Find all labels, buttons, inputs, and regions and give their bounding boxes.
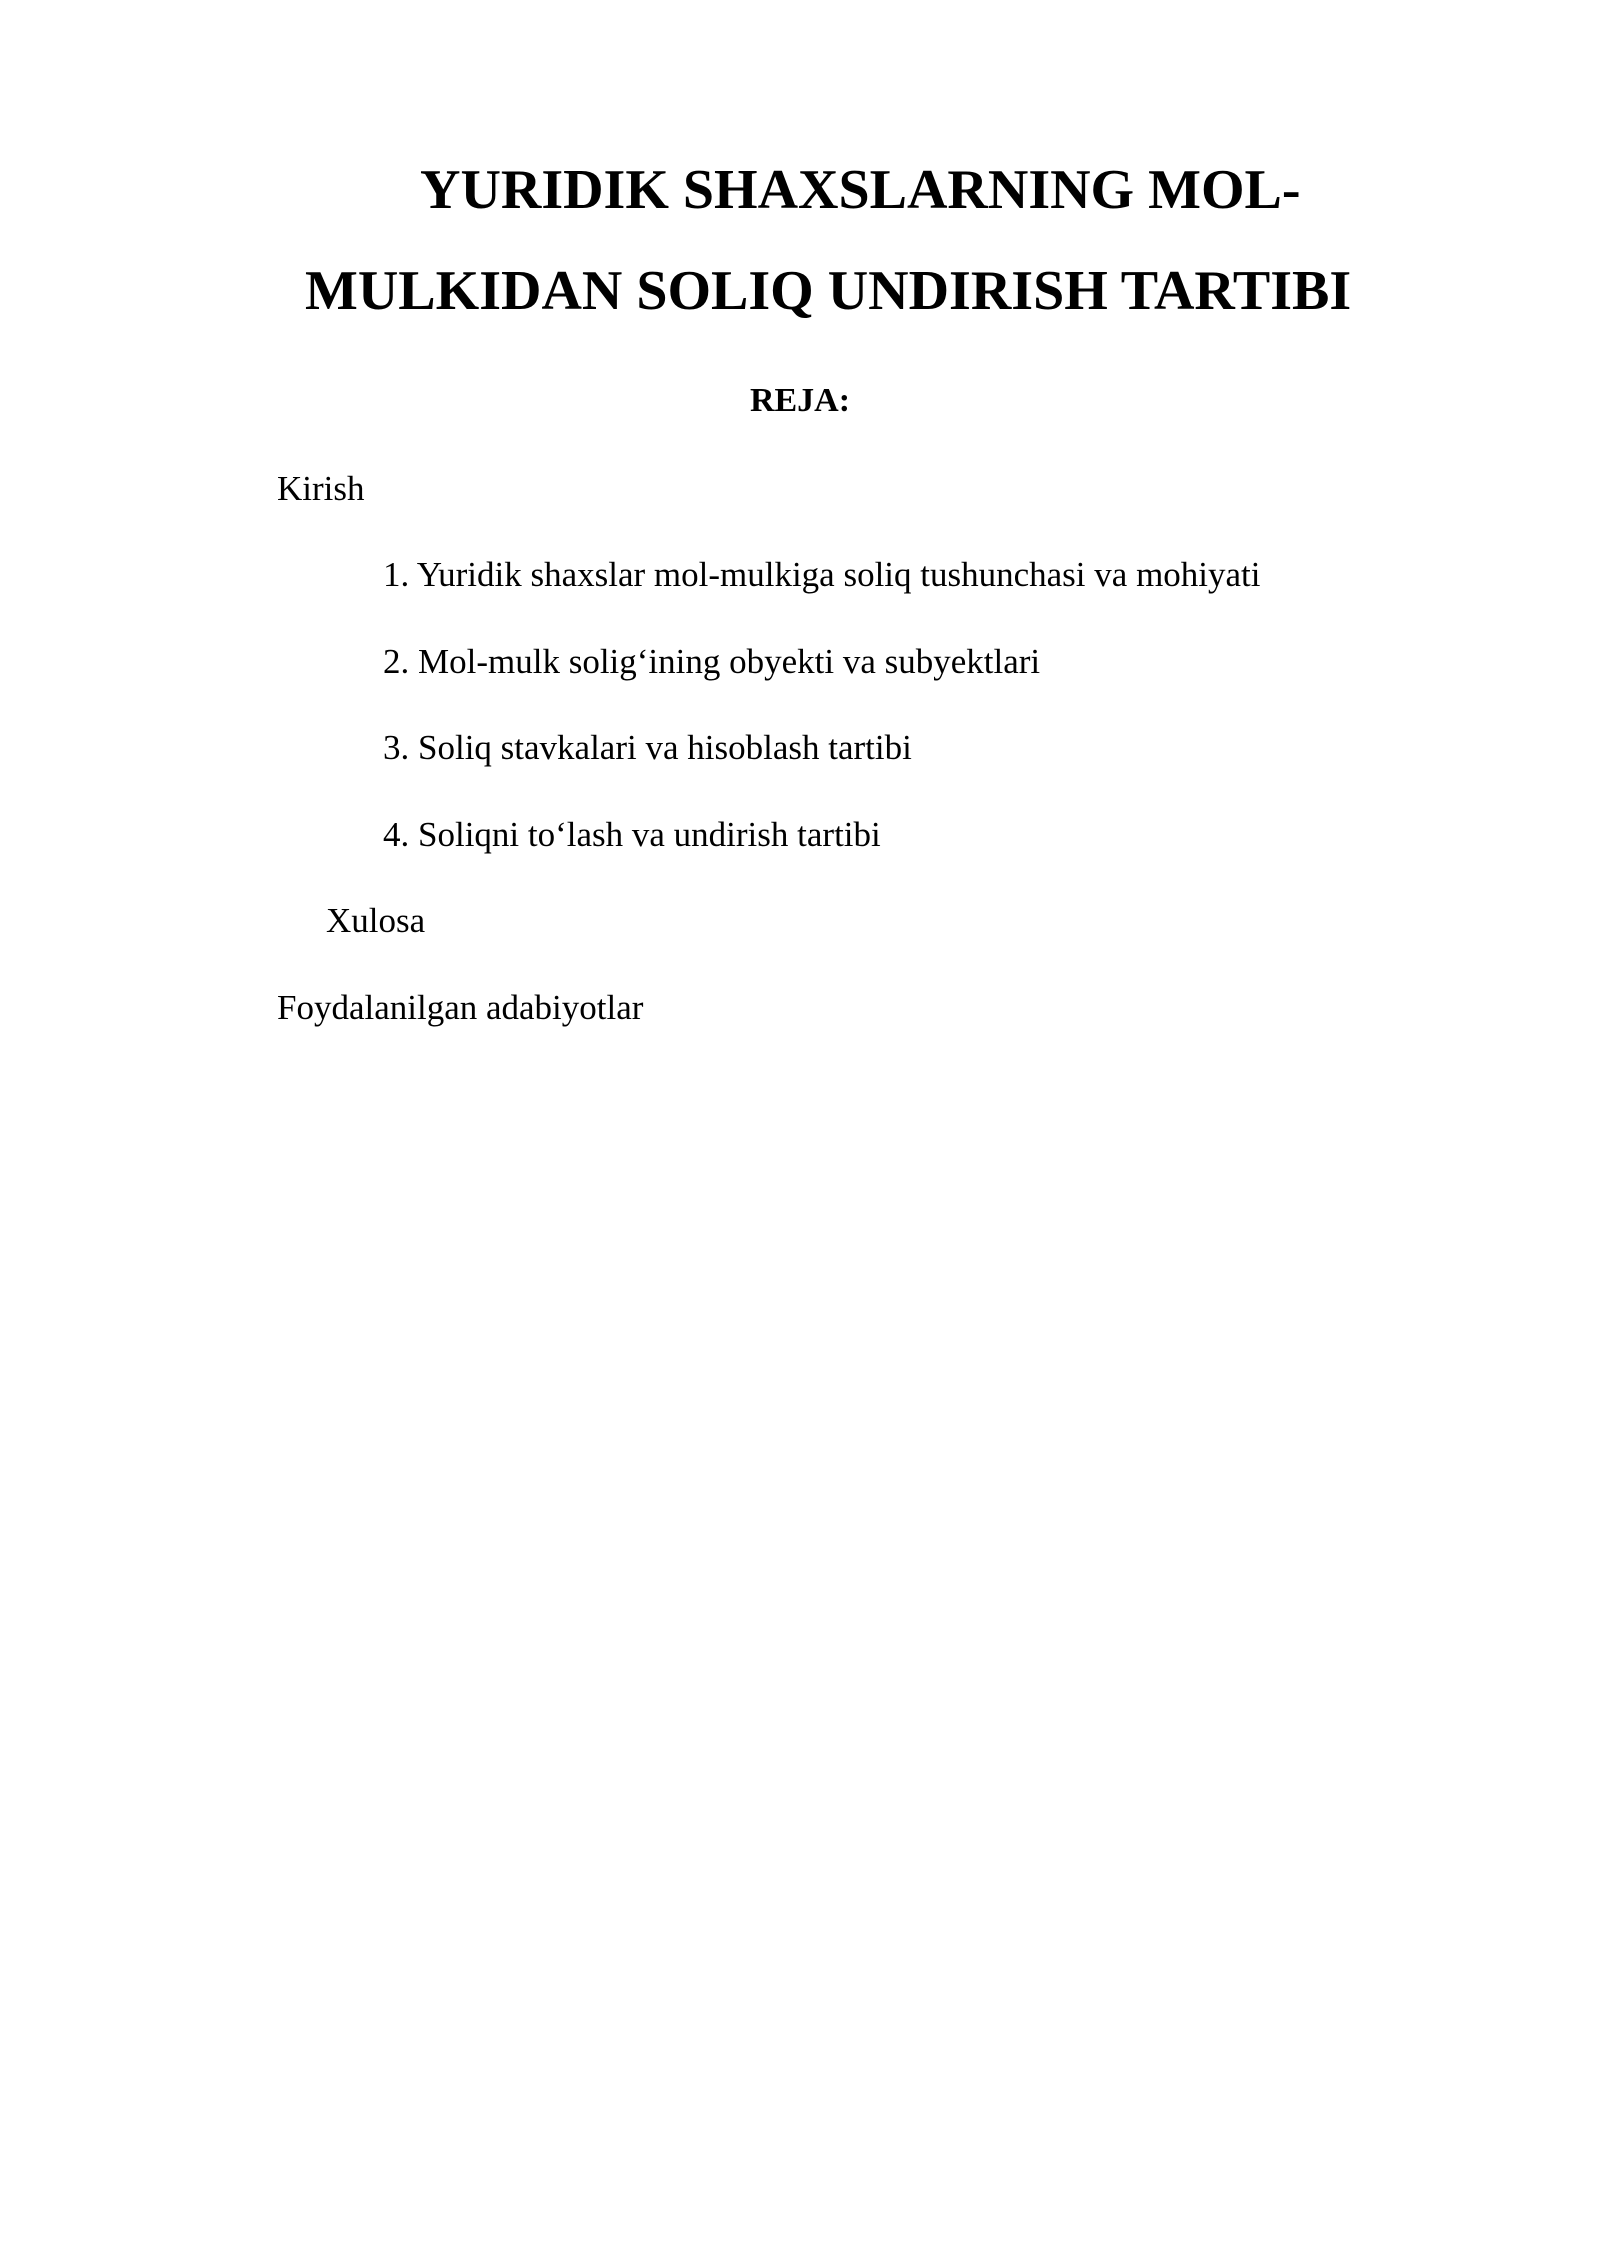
- plan-heading: REJA:: [749, 382, 851, 419]
- plan-item-1: 1. Yuridik shaxslar mol-mulkiga soliq tushunchasi va mohiyati: [383, 555, 1261, 594]
- plan-entry-references: Foydalanilgan adabiyotlar: [277, 988, 644, 1027]
- document-title-line-2: MULKIDAN SOLIQ UNDIRISH TARTIBI: [305, 260, 1352, 322]
- plan-item-3: 3. Soliq stavkalari va hisoblash tartibi: [383, 728, 912, 767]
- plan-entry-intro: Kirish: [277, 469, 365, 508]
- plan-entry-conclusion: Xulosa: [326, 901, 426, 940]
- plan-item-4: 4. Soliqni to‘lash va undirish tartibi: [383, 815, 881, 854]
- document-title-line-1: YURIDIK SHAXSLARNING MOL-: [420, 159, 1301, 221]
- plan-item-2: 2. Mol-mulk solig‘ining obyekti va subyektlari: [383, 642, 1041, 681]
